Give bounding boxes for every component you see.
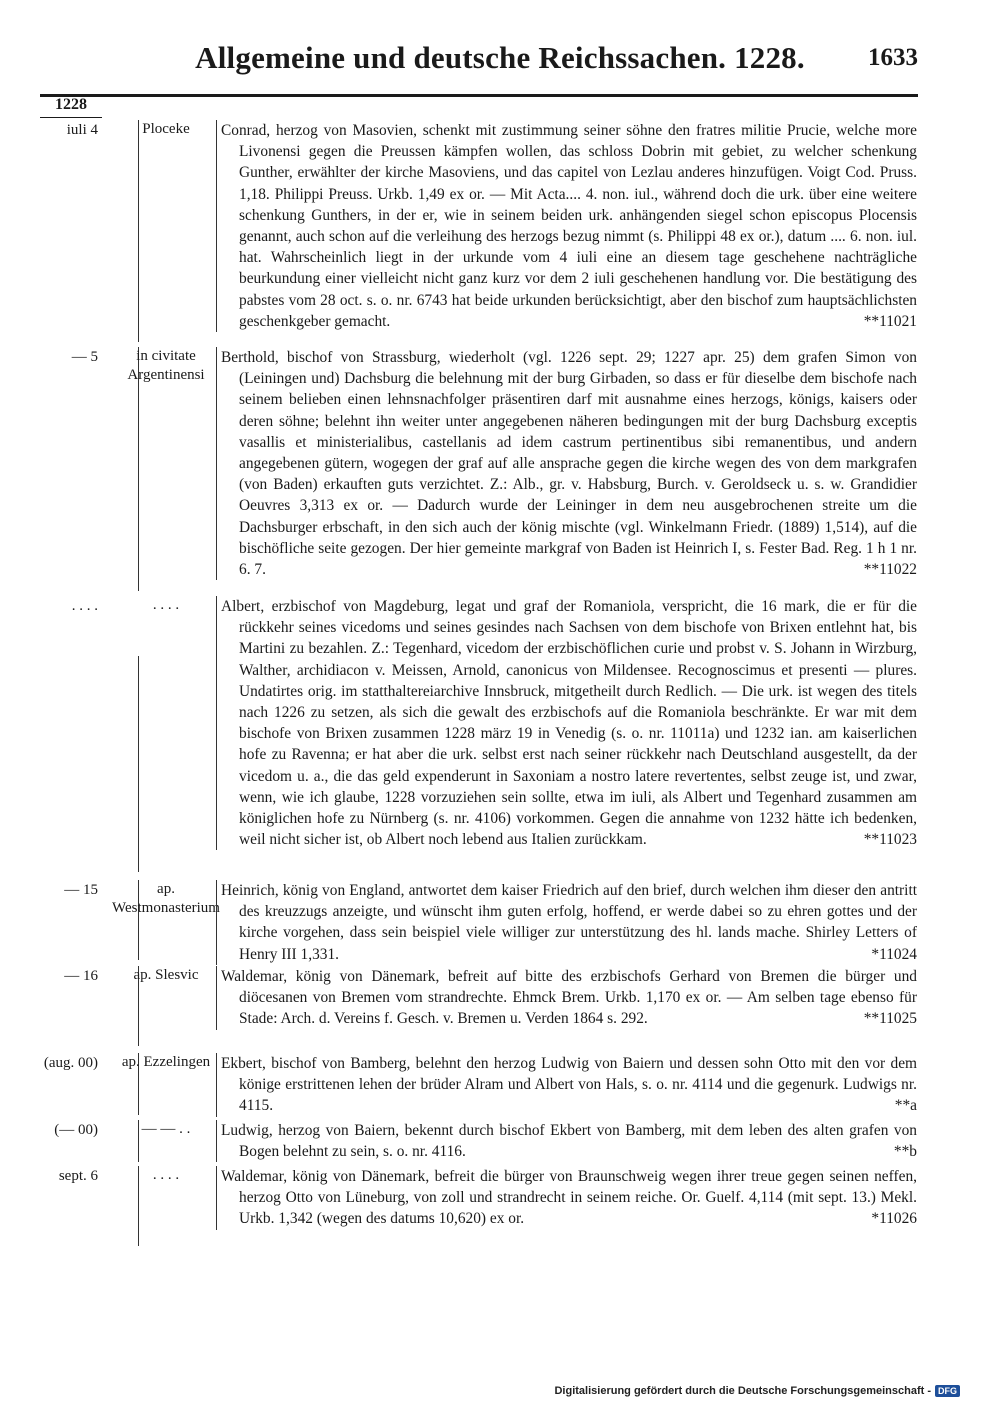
entry-text: Waldemar, könig von Dänemark, befreit die bürger von Braunschweig wegen ihrer treue gegen seinen neffen, herzog Otto von Lüneburg, von zoll und strandrecht in seinem reiche. Or. Guelf. 4,114 (mit sept. 13.) Mekl. Urkb. 1,342 (wegen des datums 10,620) ex or. bbox=[221, 1168, 917, 1228]
entry-ref: **a bbox=[894, 1097, 917, 1115]
column-divider bbox=[138, 656, 139, 872]
page-number: 1633 bbox=[868, 44, 918, 71]
entry-text-block bbox=[216, 1166, 917, 1230]
register-entry bbox=[30, 966, 920, 1046]
entry-place: — — . . bbox=[141, 1121, 191, 1137]
entry-text: Waldemar, könig von Dänemark, befreit auf bitte des erzbischofs Gerhard von Bremen die bürger und diöcesanen von Bremen vom strandrechte. Ehmck Brem. Urkb. 1,170 ex or. — Am selben tage ebenso für Stade: Arch. d. Vereins f. Gesch. v. Bremen u. Verden 1864 s. 292. bbox=[221, 968, 917, 1028]
page-title: Allgemeine und deutsche Reichssachen. 1228. bbox=[195, 40, 805, 75]
column-divider bbox=[138, 120, 139, 342]
entry-ref: **11025 bbox=[863, 1010, 917, 1028]
entry-date: — 15 bbox=[64, 882, 98, 898]
entry-ref: **11023 bbox=[863, 831, 917, 849]
entry-date: . . . . bbox=[71, 598, 98, 614]
entry-place: . . . . bbox=[152, 1167, 180, 1183]
entry-ref: **11021 bbox=[863, 312, 917, 330]
register-entry bbox=[30, 880, 920, 963]
register-entry bbox=[30, 120, 920, 342]
entry-text: Heinrich, könig von England, antwortet dem kaiser Friedrich auf den brief, durch welchen ihm dieser den antritt des kreuzzugs anzeigte, und wünscht ihm guten erfolg, hoffend, er werde dabei so zu ehren gottes und der kirche vorgehen, dass sein beispiel viele williger zur unterstützung des hl. lands mache. Shirley Letters of Henry III 1,331. bbox=[221, 882, 917, 963]
entry-text-block bbox=[216, 596, 917, 850]
entry-ref: *11024 bbox=[871, 945, 917, 963]
entry-date: (— 00) bbox=[54, 1122, 98, 1138]
register-entry bbox=[30, 1166, 920, 1246]
year-underline bbox=[40, 117, 102, 118]
register-entry bbox=[30, 1053, 920, 1115]
entry-text: Albert, erzbischof von Magdeburg, legat und graf der Romaniola, verspricht, die 16 mark, die er für die rückkehr seines vicedoms und seines gesindes nach Sachsen von dem bischofe von Brixen entlehnt hat, bis Martini zu bezahlen. Z.: Tegenhard, vicedom der erzbischöflichen curie und probst v. S. Johann in Wirzburg, Walther, archidiacon v. Meissen, Arnold, canonicus von Mildensee. Recognoscimus et presenti — plures. Undatirtes orig. im statthaltereiarchive Innsbruck, mitgetheilt durch Redlich. — Die urk. ist wegen des titels nach 1226 zu setzen, als sich die gewalt des erzbischofs auf die Romaniola beschränkte. Er war mit dem bischofe von Brixen zusammen 1228 märz 19 in Venedig (s. o. nr. 11011a) und 1232 ian. am kaiserlichen hofe zu Ravenna; er hat aber die urk. selbst erst nach seiner rückkehr nach Deutschland ausgestellt, da der vicedom u. a., die das geld expenderunt in Saxoniam a nostro latere revertentes, selbst zeuge ist, und zwar, wenn, wie ich glaube, 1228 vorzuziehen sein sollte, etwa im iuli, als Albert und Tegenhard zusammen am königlichen hofe zu Nürnberg (s. nr. 4106) vorkommen. Gegen die annahme von 1232 hätte ich bedenken, weil nicht sicher ist, ob Albert noch lebend aus Italien zurückkam. bbox=[221, 598, 917, 849]
header-rule bbox=[40, 94, 918, 97]
register-entry bbox=[30, 596, 920, 872]
dfg-logo: DFG bbox=[935, 1385, 960, 1397]
entry-place: ap. Westmonasterium bbox=[112, 881, 220, 916]
entry-place: ap. Slesvic bbox=[133, 967, 199, 983]
entry-text-block bbox=[216, 966, 917, 1030]
entry-text-block bbox=[216, 1053, 917, 1117]
entry-place: . . . . bbox=[152, 597, 180, 613]
entry-text: Conrad, herzog von Masovien, schenkt mit zustimmung seiner söhne den fratres militie Prucie, welche more Livonensi gegen die Preussen kämpfen wollen, das schloss Dobrin mit gebiet, zu welcher schenkung Gunther, erwählter der kirche Masoviens, und das capitel von Lezlau anderes hinzufügen. Voigt Cod. Pruss. 1,18. Philippi Preuss. Urkb. 1,49 ex or. — Mit Acta.... 4. non. iul., während doch die urk. über eine weitere schenkung Gunthers, in der er, wie in seinem beiden urk. anhängenden siegel schon episcopus Plocensis genannt, auch schon auf die verleihung des herzogs bezug nimmt (s. Philippi 48 ex or.), datum .... 6. non. iul. hat. Wahrscheinlich liegt in der urkunde vom 4 iuli eine an diesem tage geschehene nachträgliche beurkundung einer vielleicht nicht ganz kurz vor dem 2 iuli geschehenen handlung vor. Die bestätigung des pabstes vom 28 oct. s. o. nr. 6743 hat beide urkunden berücksichtigt, aber den bischof zum hauptsächlichsten geschenkgeber gemacht. bbox=[221, 122, 917, 330]
entry-text-block bbox=[216, 880, 917, 965]
entry-ref: *11026 bbox=[871, 1210, 917, 1228]
footer-credit bbox=[554, 1385, 960, 1397]
entry-place: Ploceke bbox=[142, 121, 190, 137]
register-entry bbox=[30, 1120, 920, 1162]
footer-text: Digitalisierung gefördert durch die Deutsche Forschungsgemeinschaft - bbox=[554, 1385, 931, 1397]
entry-text: Berthold, bischof von Strassburg, wiederholt (vgl. 1226 sept. 29; 1227 apr. 25) dem grafen Simon von (Leiningen und) Dachsburg die belehnung mit der burg Girbaden, so dass er für dieselbe dem bischofe nach seinem belieben einen lehnsnachfolger präsentiren darf mit ausnahme eines herzogs, königs, kaisers oder deren söhne; belehnt ihn weiter unter angegebenen näheren bedingungen mit der burg Dachsburg exceptis vasallis et ministerialibus, castellanis ad idem castrum pertinentibus sibi remanentibus, und andern angegebenen gütern, wogegen der graf auf alle ansprache gegen die kirche wegen des von dem markgrafen (von Baden) erkauften guts verzichtet. Z.: Alb., gr. v. Habsburg, Burch. v. Geroldseck u. s. w. Grandidier Oeuvres 3,313 ex or. — Dadurch wurde der Leininger in dem neu ausgebrochenen streite um die Dachsburger erbschaft, in den sich auch der könig mischte (vgl. Winkelmann Friedr. (1889) 1,514), auf die bischöfliche seite gezogen. Der hier gemeinte markgraf von Baden ist Heinrich I, s. Fester Bad. Reg. 1 h 1 nr. 6. 7. bbox=[221, 349, 917, 579]
entry-ref: **b bbox=[893, 1143, 917, 1161]
entry-text-block bbox=[216, 120, 917, 332]
entry-text: Ekbert, bischof von Bamberg, belehnt den herzog Ludwig von Baiern und dessen sohn Otto mit den vor dem könige erstrittenen lehen der brüder Alram und Albert von Hals, s. o. nr. 4114 und die gegenurk. Ludwigs nr. 4115. bbox=[221, 1055, 917, 1115]
entry-text: Ludwig, herzog von Baiern, bekennt durch bischof Ekbert von Bamberg, mit dem leben des alten grafen von Bogen belehnt zu sein, s. o. nr. 4116. bbox=[221, 1122, 917, 1161]
entry-place: in civitate Argentinensi bbox=[127, 348, 205, 383]
entry-date: iuli 4 bbox=[66, 122, 98, 138]
year-label: 1228 bbox=[55, 96, 87, 113]
entry-date: — 5 bbox=[71, 349, 98, 365]
register-entry bbox=[30, 347, 920, 591]
entry-date: sept. 6 bbox=[58, 1168, 98, 1184]
entry-date: (aug. 00) bbox=[43, 1055, 98, 1071]
entry-text-block bbox=[216, 347, 917, 580]
entry-text-block bbox=[216, 1120, 917, 1162]
entry-place: ap. Ezzelingen bbox=[121, 1054, 211, 1070]
entry-ref: **11022 bbox=[863, 561, 917, 579]
entry-date: — 16 bbox=[64, 968, 98, 984]
